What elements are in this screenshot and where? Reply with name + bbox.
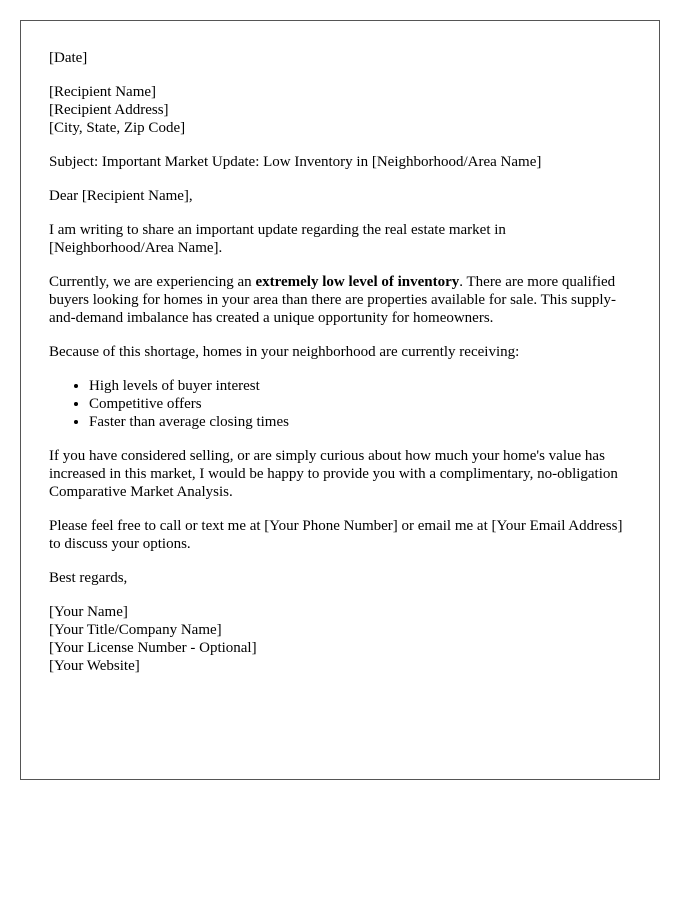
letter-date: [Date]: [49, 50, 88, 66]
letter-salutation: Dear [Recipient Name],: [49, 188, 193, 204]
paragraph-contact: Please feel free to call or text me at [Your Phone Number] or email me at [Your Email Address] to discuss your options.: [49, 518, 623, 552]
paragraph-inventory-emphasis: extremely low level of inventory: [255, 274, 460, 290]
paragraph-inventory: [49, 273, 631, 327]
signature-title-company: [Your Title/Company Name]: [49, 622, 222, 638]
recipient-address: [Recipient Address]: [49, 102, 169, 118]
paragraph-shortage: Because of this shortage, homes in your neighborhood are currently receiving:: [49, 344, 520, 360]
letter-page: [20, 20, 660, 780]
letter-subject: Subject: Important Market Update: Low Inventory in [Neighborhood/Area Name]: [49, 154, 542, 170]
benefits-list: [49, 377, 631, 431]
list-item: • Faster than average closing times: [89, 413, 631, 431]
recipient-city-state-zip: [City, State, Zip Code]: [49, 120, 186, 136]
paragraph-intro: I am writing to share an important update regarding the real estate market in [Neighborhood/Area Name].: [49, 222, 506, 256]
list-item: • High levels of buyer interest: [89, 377, 631, 395]
list-item: • Competitive offers: [89, 395, 631, 413]
signature-name: [Your Name]: [49, 604, 128, 620]
paragraph-inventory-end: . There are more qualified buyers looking for homes in your area than there are properties available for sale. This supply-and-demand imbalance has created a unique opportunity for homeowners.: [49, 274, 617, 326]
signature-license: [Your License Number - Optional]: [49, 640, 257, 656]
paragraph-inventory-start: Currently, we are experiencing an: [49, 274, 256, 290]
recipient-name: [Recipient Name]: [49, 84, 157, 100]
paragraph-offer: If you have considered selling, or are simply curious about how much your home's value has increased in this market, I would be happy to provide you with a complimentary, no-obligation Comparative Market Analysis.: [49, 448, 618, 500]
letter-closing: Best regards,: [49, 570, 128, 586]
signature-block: [49, 603, 631, 675]
signature-website: [Your Website]: [49, 658, 140, 674]
recipient-block: [49, 83, 631, 137]
